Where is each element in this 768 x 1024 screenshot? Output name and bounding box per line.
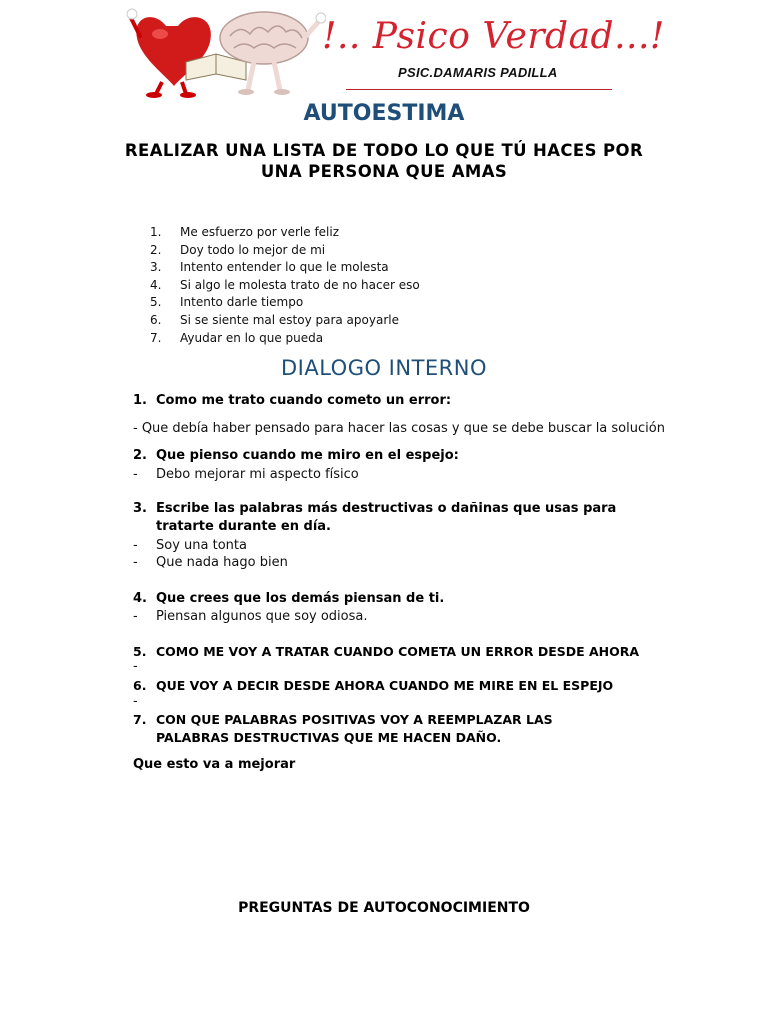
- closing-text: Que esto va a mejorar: [133, 757, 296, 772]
- answer-3a: - Soy una tonta: [133, 538, 247, 553]
- list-item: 1. Me esfuerzo por verle feliz: [150, 225, 340, 239]
- question-2: 2. Que pienso cuando me miro en el espejo:: [133, 448, 459, 463]
- section-heading: DIALOGO INTERNO: [280, 356, 487, 380]
- answer-1: - Que debía haber pensado para hacer las cosas y que se debe buscar la solución: [133, 421, 665, 436]
- list-item: 4. Si algo le molesta trato de no hacer eso: [150, 277, 420, 292]
- question-3: 3. Escribe las palabras más destructivas o dañinas que usas para tratarte durante en día.: [133, 501, 617, 534]
- answer-4: - Piensan algunos que soy odiosa.: [133, 609, 368, 624]
- question-4: 4. Que crees que los demás piensan de ti.: [133, 591, 445, 606]
- answer-5: -: [133, 659, 138, 674]
- answer-6: -: [133, 694, 138, 709]
- answer-3b: - Que nada hago bien: [133, 555, 288, 570]
- question-6: 6. QUE VOY A DECIR DESDE AHORA CUANDO ME MIRE EN EL ESPEJO: [133, 678, 614, 693]
- author-name: PSIC.DAMARIS PADILLA: [398, 65, 558, 80]
- header-logo: [126, 6, 665, 98]
- page-subtitle: REALIZAR UNA LISTA DE TODO LO QUE TÚ HACES POR UNA PERSONA QUE AMAS: [124, 141, 644, 181]
- footer-heading: PREGUNTAS DE AUTOCONOCIMIENTO: [238, 900, 530, 916]
- page-title: AUTOESTIMA: [303, 101, 465, 126]
- list-item: 3. Intento entender lo que le molesta: [150, 260, 389, 275]
- divider-line: [346, 89, 612, 90]
- question-1: 1. Como me trato cuando cometo un error:: [133, 393, 452, 408]
- answer-2: - Debo mejorar mi aspecto físico: [133, 467, 359, 482]
- brand-name: !.. Psico Verdad...!: [322, 16, 665, 57]
- list-item: 5. Intento darle tiempo: [150, 295, 304, 310]
- list-item: 2. Doy todo lo mejor de mi: [150, 242, 326, 257]
- action-list: [150, 224, 420, 347]
- list-item: 7. Ayudar en lo que pueda: [150, 330, 324, 345]
- heart-brain-book-icon: [126, 6, 326, 98]
- list-item: 6. Si se siente mal estoy para apoyarle: [150, 312, 399, 327]
- question-5: 5. COMO ME VOY A TRATAR CUANDO COMETA UN ERROR DESDE AHORA: [133, 644, 640, 659]
- question-7: 7. CON QUE PALABRAS POSITIVAS VOY A REEMPLAZAR LAS PALABRAS DESTRUCTIVAS QUE ME HACEN DAÑO.: [133, 712, 553, 745]
